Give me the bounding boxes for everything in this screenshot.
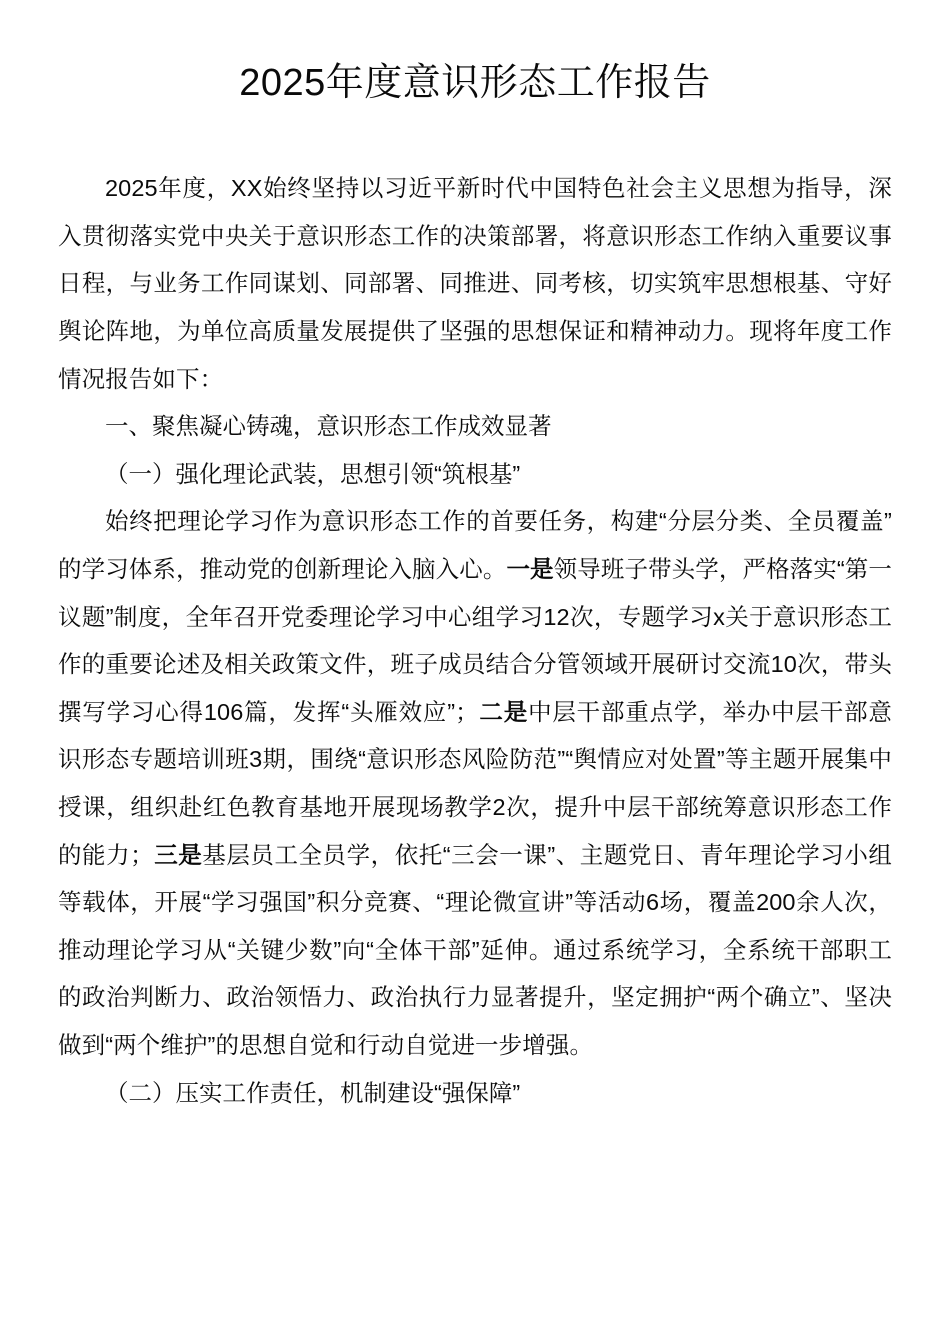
subsection-heading-1-2 (58, 1070, 892, 1118)
text-run: 领导班子带头学，严格落实“第一议题”制度，全年召开党委理论学习中心组学习12次，专题学习x关于意识形态工作的重要论述及相关政策文件，班子成员结合分管领域开展研讨交流10次，带头撰写学习心得106篇，发挥“头雁效应”； (58, 556, 893, 725)
emphasis-run: 一是 (506, 556, 554, 583)
text-run: 始终把理论学习作为意识形态工作的首要任务，构建“分层分类、全员覆盖”的学习体系，推动党的创新理论入脑入心。 (58, 508, 892, 583)
text-run: （二）压实工作责任，机制建设“强保障” (105, 1079, 521, 1106)
text-run: （一）强化理论武装，思想引领“筑根基” (105, 460, 521, 487)
text-run: 中层干部重点学，举办中层干部意识形态专题培训班3期，围绕“意识形态风险防范”“舆情应对处置”等主题开展集中授课，组织赴红色教育基地开展现场教学2次，提升中层干部统筹意识形态工作的能力； (58, 698, 892, 868)
document-blocks (58, 165, 892, 1117)
intro-paragraph (58, 165, 892, 403)
subsection-1-1-body (58, 498, 892, 1069)
emphasis-run: 二是 (478, 698, 529, 725)
title-spacer (58, 109, 892, 165)
subsection-heading-1-1 (58, 451, 892, 499)
document-body (58, 0, 892, 1117)
emphasis-run: 三是 (153, 841, 203, 868)
section-heading-1 (58, 403, 892, 451)
text-run: 2025年度，XX始终坚持以习近平新时代中国特色社会主义思想为指导，深入贯彻落实党中央关于意识形态工作的决策部署，将意识形态工作纳入重要议事日程，与业务工作同谋划、同部署、同推进、同考核，切实筑牢思想根基、守好舆论阵地，为单位高质量发展提供了坚强的思想保证和精神动力。现将年度工作情况报告如下： (58, 175, 892, 392)
page-title: 2025年度意识形态工作报告 (239, 62, 711, 104)
text-run: 一、聚焦凝心铸魂，意识形态工作成效显著 (105, 413, 552, 440)
text-run: 基层员工全员学，依托“三会一课”、主题党日、青年理论学习小组等载体，开展“学习强国”积分竞赛、“理论微宣讲”等活动6场，覆盖200余人次，推动理论学习从“关键少数”向“全体干部”延伸。通过系统学习，全系统干部职工的政治判断力、政治领悟力、政治执行力显著提升，坚定拥护“两个确立”、坚决做到“两个维护”的思想自觉和行动自觉进一步增强。 (58, 841, 892, 1058)
